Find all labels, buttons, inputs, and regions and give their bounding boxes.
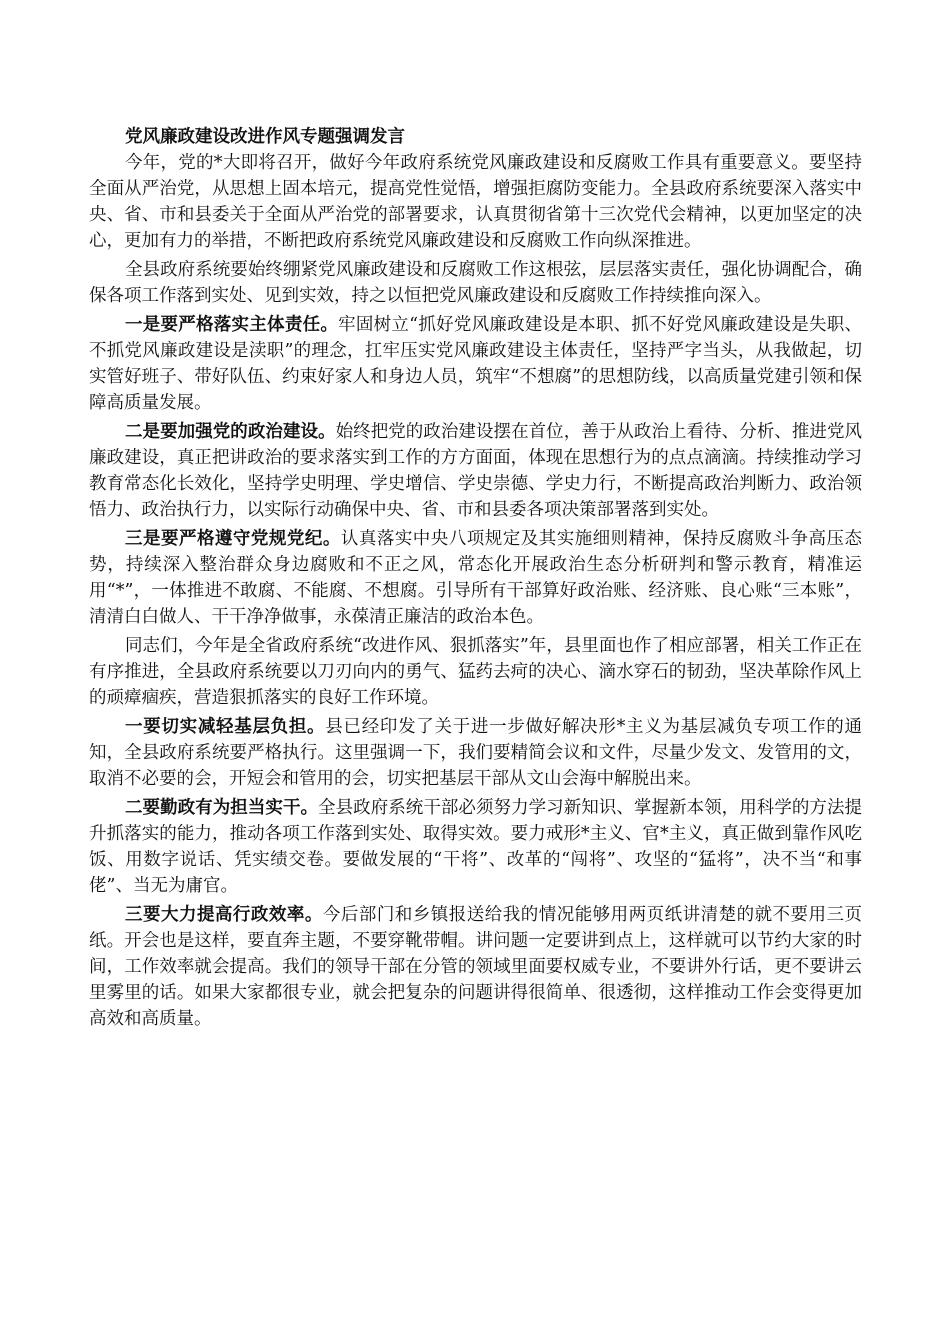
body-paragraph — [89, 714, 862, 792]
paragraph-text: 全县政府系统干部必须努力学习新知识、掌握新本领，用科学的方法提升抓落实的能力，推动各项工作落到实处、取得实效。要力戒形*主义、官*主义，真正做到靠作风吃饭、用数字说话、凭实绩交卷。要做发展的“干将”、改革的“闯将”、攻坚的“猛将”，决不当“和事佬”、当无为庸官。 — [89, 798, 863, 896]
body-paragraph — [89, 257, 862, 309]
paragraph-lead: 一要切实减轻基层负担。 — [125, 717, 326, 737]
paragraph-text: 县已经印发了关于进一步做好解决形*主义为基层减负专项工作的通知，全县政府系统要严格执行。这里强调一下，我们要精简会议和文件，尽量少发文、发管用的文，取消不必要的会，开短会和管用的会，切实把基层干部从文山会海中解脱出来。 — [89, 717, 863, 789]
body-paragraph — [89, 419, 862, 523]
document-page — [89, 124, 862, 1035]
paragraph-lead: 二要勤政有为担当实干。 — [125, 798, 319, 818]
paragraph-text: 今年，党的*大即将召开，做好今年政府系统党风廉政建设和反腐败工作具有重要意义。要坚持全面从严治党，从思想上固本培元，提高党性觉悟，增强拒腐防变能力。全县政府系统要深入落实中央、省、市和县委关于全面从严治党的部署要求，认真贯彻省第十三次党代会精神，以更加坚定的决心，更加有力的举措，不断把政府系统党风廉政建设和反腐败工作向纵深推进。 — [89, 153, 862, 251]
paragraph-text: 今后部门和乡镇报送给我的情况能够用两页纸讲清楚的就不要用三页纸。开会也是这样，要直奔主题，不要穿靴带帽。讲问题一定要讲到点上，这样就可以节约大家的时间，工作效率就会提高。我们的领导干部在分管的领域里面要权威专业，不要讲外行话，更不要讲云里雾里的话。如果大家都很专业，就会把复杂的问题讲得很简单、很透彻，这样推动工作会变得更加高效和高质量。 — [89, 905, 863, 1029]
body-paragraph — [89, 312, 862, 416]
document-title: 党风廉政建设改进作风专题强调发言 — [125, 127, 405, 147]
body-paragraph — [89, 633, 862, 711]
body-paragraph — [89, 902, 862, 1032]
body-paragraph — [89, 150, 862, 254]
body-paragraph — [89, 795, 862, 899]
paragraph-text: 牢固树立“抓好党风廉政建设是本职、抓不好党风廉政建设是失职、不抓党风廉政建设是渎职”的理念，扛牢压实党风廉政建设主体责任，坚持严字当头，从我做起，切实管好班子、带好队伍、约束好家人和身边人员，筑牢“不想腐”的思想防线，以高质量党建引领和保障高质量发展。 — [89, 315, 862, 413]
paragraph-text: 同志们，今年是全省政府系统“改进作风、狠抓落实”年，县里面也作了相应部署，相关工作正在有序推进，全县政府系统要以刀刃向内的勇气、猛药去疴的决心、滴水穿石的韧劲，坚决革除作风上的顽瘴痼疾，营造狠抓落实的良好工作环境。 — [89, 636, 862, 708]
body-paragraph — [89, 526, 862, 630]
paragraph-lead: 三是要严格遵守党规党纪。 — [125, 529, 341, 549]
paragraph-text: 始终把党的政治建设摆在首位，善于从政治上看待、分析、推进党风廉政建设，真正把讲政治的要求落实到工作的方方面面，体现在思想行为的点点滴滴。持续推动学习教育常态化长效化，坚持学史明理、学史增信、学史崇德、学史力行，不断提高政治判断力、政治领悟力、政治执行力，以实际行动确保中央、省、市和县委各项决策部署落到实处。 — [89, 422, 863, 520]
document-body — [89, 150, 862, 1032]
paragraph-text: 全县政府系统要始终绷紧党风廉政建设和反腐败工作这根弦，层层落实责任，强化协调配合，确保各项工作落到实处、见到实效，持之以恒把党风廉政建设和反腐败工作持续推向深入。 — [89, 260, 862, 306]
paragraph-lead: 三要大力提高行政效率。 — [125, 905, 323, 925]
paragraph-lead: 一是要严格落实主体责任。 — [125, 315, 339, 335]
paragraph-text: 认真落实中央八项规定及其实施细则精神，保持反腐败斗争高压态势，持续深入整治群众身边腐败和不正之风，常态化开展政治生态分析研判和警示教育，精准运用“*”，一体推进不敢腐、不能腐、不想腐。引导所有干部算好政治账、经济账、良心账“三本账”，清清白白做人、干干净净做事，永葆清正廉洁的政治本色。 — [89, 529, 863, 627]
paragraph-lead: 二是要加强党的政治建设。 — [125, 422, 336, 442]
